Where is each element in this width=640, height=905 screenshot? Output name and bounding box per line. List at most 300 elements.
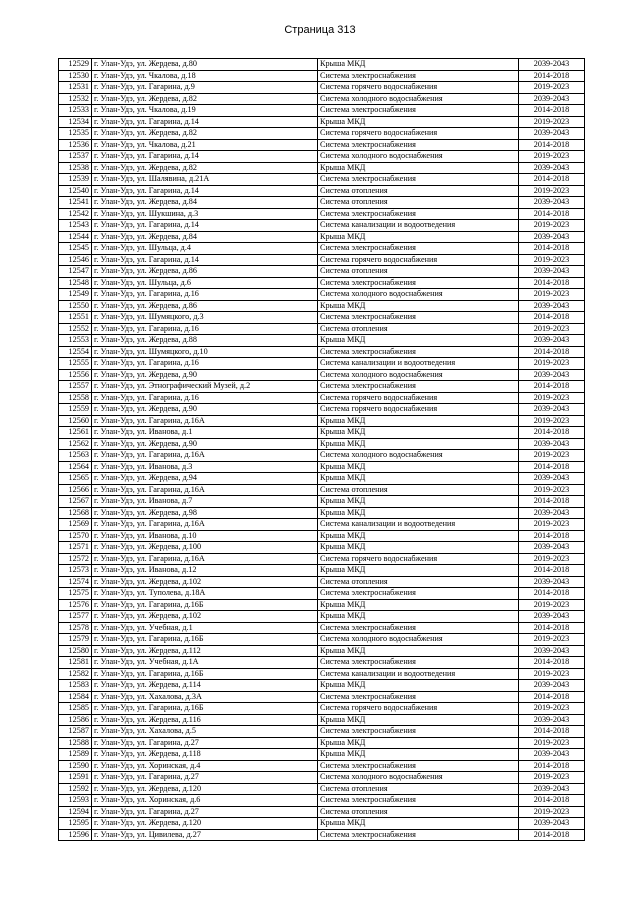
table-row [59, 760, 585, 772]
row-address: г. Улан-Удэ, ул. Иванова, д.12 [92, 565, 318, 577]
row-number: 12593 [59, 795, 92, 807]
registry-table-body [59, 59, 585, 841]
row-number: 12594 [59, 806, 92, 818]
row-number: 12584 [59, 691, 92, 703]
row-number: 12572 [59, 553, 92, 565]
row-work-type: Крыша МКД [318, 59, 519, 71]
row-address: г. Улан-Удэ, ул. Гагарина, д.16 [92, 289, 318, 301]
row-work-type: Крыша МКД [318, 542, 519, 554]
row-period: 2019-2023 [519, 185, 585, 197]
row-work-type: Крыша МКД [318, 162, 519, 174]
row-address: г. Улан-Удэ, ул. Шульца, д.4 [92, 243, 318, 255]
row-period: 2039-2043 [519, 680, 585, 692]
table-row [59, 220, 585, 232]
row-number: 12532 [59, 93, 92, 105]
row-work-type: Система холодного водоснабжения [318, 151, 519, 163]
row-number: 12571 [59, 542, 92, 554]
row-number: 12534 [59, 116, 92, 128]
row-work-type: Крыша МКД [318, 427, 519, 439]
row-period: 2039-2043 [519, 576, 585, 588]
row-period: 2014-2018 [519, 346, 585, 358]
row-work-type: Крыша МКД [318, 473, 519, 485]
table-row [59, 346, 585, 358]
row-address: г. Улан-Удэ, ул. Цивилева, д.27 [92, 829, 318, 841]
row-number: 12540 [59, 185, 92, 197]
row-work-type: Система электроснабжения [318, 243, 519, 255]
row-period: 2014-2018 [519, 70, 585, 82]
row-number: 12579 [59, 634, 92, 646]
row-number: 12555 [59, 358, 92, 370]
row-period: 2014-2018 [519, 243, 585, 255]
row-number: 12546 [59, 254, 92, 266]
row-work-type: Система канализации и водоотведения [318, 220, 519, 232]
row-work-type: Система электроснабжения [318, 381, 519, 393]
row-number: 12562 [59, 438, 92, 450]
row-work-type: Система канализации и водоотведения [318, 668, 519, 680]
table-row [59, 197, 585, 209]
row-period: 2039-2043 [519, 611, 585, 623]
row-number: 12574 [59, 576, 92, 588]
row-work-type: Крыша МКД [318, 645, 519, 657]
row-number: 12581 [59, 657, 92, 669]
row-work-type: Система горячего водоснабжения [318, 82, 519, 94]
table-row [59, 772, 585, 784]
table-row [59, 496, 585, 508]
row-period: 2014-2018 [519, 530, 585, 542]
row-work-type: Система электроснабжения [318, 70, 519, 82]
row-period: 2019-2023 [519, 634, 585, 646]
table-row [59, 369, 585, 381]
table-row [59, 151, 585, 163]
row-address: г. Улан-Удэ, ул. Гагарина, д.16А [92, 484, 318, 496]
row-number: 12535 [59, 128, 92, 140]
row-number: 12586 [59, 714, 92, 726]
row-address: г. Улан-Удэ, ул. Чкалова, д.18 [92, 70, 318, 82]
row-number: 12531 [59, 82, 92, 94]
table-row [59, 277, 585, 289]
row-number: 12573 [59, 565, 92, 577]
row-address: г. Улан-Удэ, ул. Иванова, д.7 [92, 496, 318, 508]
row-work-type: Крыша МКД [318, 737, 519, 749]
row-number: 12576 [59, 599, 92, 611]
row-work-type: Система электроснабжения [318, 346, 519, 358]
table-row [59, 680, 585, 692]
row-period: 2019-2023 [519, 392, 585, 404]
table-row [59, 450, 585, 462]
row-number: 12542 [59, 208, 92, 220]
row-period: 2039-2043 [519, 783, 585, 795]
table-row [59, 116, 585, 128]
row-period: 2039-2043 [519, 404, 585, 416]
row-address: г. Улан-Удэ, ул. Гагарина, д.16 [92, 323, 318, 335]
table-row [59, 553, 585, 565]
row-period: 2019-2023 [519, 289, 585, 301]
row-address: г. Улан-Удэ, ул. Жердева, д.118 [92, 749, 318, 761]
row-work-type: Крыша МКД [318, 818, 519, 830]
row-address: г. Улан-Удэ, ул. Жердева, д.80 [92, 59, 318, 71]
row-number: 12539 [59, 174, 92, 186]
row-work-type: Система холодного водоснабжения [318, 289, 519, 301]
row-work-type: Крыша МКД [318, 749, 519, 761]
table-row [59, 438, 585, 450]
table-row [59, 565, 585, 577]
row-address: г. Улан-Удэ, ул. Гагарина, д.16А [92, 450, 318, 462]
row-address: г. Улан-Удэ, ул. Шумяцкого, д.3 [92, 312, 318, 324]
row-address: г. Улан-Удэ, ул. Жердева, д.102 [92, 576, 318, 588]
row-period: 2039-2043 [519, 749, 585, 761]
row-number: 12552 [59, 323, 92, 335]
row-period: 2019-2023 [519, 220, 585, 232]
row-address: г. Улан-Удэ, ул. Хоринская, д.6 [92, 795, 318, 807]
row-work-type: Система отопления [318, 806, 519, 818]
table-row [59, 703, 585, 715]
row-address: г. Улан-Удэ, ул. Гагарина, д.16А [92, 553, 318, 565]
row-work-type: Система отопления [318, 484, 519, 496]
row-number: 12580 [59, 645, 92, 657]
row-work-type: Крыша МКД [318, 438, 519, 450]
row-period: 2039-2043 [519, 645, 585, 657]
table-row [59, 714, 585, 726]
row-number: 12529 [59, 59, 92, 71]
row-period: 2039-2043 [519, 266, 585, 278]
row-number: 12536 [59, 139, 92, 151]
row-address: г. Улан-Удэ, ул. Жердева, д.112 [92, 645, 318, 657]
row-number: 12556 [59, 369, 92, 381]
row-period: 2019-2023 [519, 599, 585, 611]
table-row [59, 806, 585, 818]
row-work-type: Система электроснабжения [318, 760, 519, 772]
row-address: г. Улан-Удэ, ул. Жердева, д.100 [92, 542, 318, 554]
row-address: г. Улан-Удэ, ул. Жердева, д.84 [92, 231, 318, 243]
row-address: г. Улан-Удэ, ул. Иванова, д.1 [92, 427, 318, 439]
row-number: 12544 [59, 231, 92, 243]
row-work-type: Система отопления [318, 323, 519, 335]
row-period: 2014-2018 [519, 829, 585, 841]
row-period: 2014-2018 [519, 622, 585, 634]
row-work-type: Система электроснабжения [318, 277, 519, 289]
row-period: 2014-2018 [519, 795, 585, 807]
row-work-type: Система горячего водоснабжения [318, 128, 519, 140]
row-address: г. Улан-Удэ, ул. Гагарина, д.16А [92, 519, 318, 531]
table-row [59, 611, 585, 623]
row-number: 12566 [59, 484, 92, 496]
table-row [59, 818, 585, 830]
row-period: 2039-2043 [519, 507, 585, 519]
table-row [59, 174, 585, 186]
row-address: г. Улан-Удэ, ул. Жердева, д.82 [92, 162, 318, 174]
row-work-type: Система отопления [318, 197, 519, 209]
row-work-type: Крыша МКД [318, 231, 519, 243]
row-address: г. Улан-Удэ, ул. Жердева, д.84 [92, 197, 318, 209]
table-row [59, 105, 585, 117]
row-number: 12545 [59, 243, 92, 255]
table-row [59, 657, 585, 669]
row-address: г. Улан-Удэ, ул. Жердева, д.90 [92, 404, 318, 416]
row-work-type: Система горячего водоснабжения [318, 254, 519, 266]
row-period: 2014-2018 [519, 588, 585, 600]
row-address: г. Улан-Удэ, ул. Гагарина, д.14 [92, 151, 318, 163]
row-number: 12558 [59, 392, 92, 404]
row-work-type: Крыша МКД [318, 461, 519, 473]
row-work-type: Крыша МКД [318, 565, 519, 577]
row-work-type: Система электроснабжения [318, 312, 519, 324]
row-period: 2014-2018 [519, 427, 585, 439]
row-work-type: Крыша МКД [318, 415, 519, 427]
row-address: г. Улан-Удэ, ул. Гагарина, д.16Б [92, 599, 318, 611]
row-address: г. Улан-Удэ, ул. Жердева, д.102 [92, 611, 318, 623]
row-address: г. Улан-Удэ, ул. Чкалова, д.19 [92, 105, 318, 117]
row-address: г. Улан-Удэ, ул. Жердева, д.88 [92, 335, 318, 347]
row-number: 12564 [59, 461, 92, 473]
row-address: г. Улан-Удэ, ул. Шукшина, д.3 [92, 208, 318, 220]
row-work-type: Система электроснабжения [318, 726, 519, 738]
row-address: г. Улан-Удэ, ул. Гагарина, д.27 [92, 737, 318, 749]
row-work-type: Система горячего водоснабжения [318, 404, 519, 416]
table-row [59, 59, 585, 71]
row-work-type: Крыша МКД [318, 599, 519, 611]
table-row [59, 634, 585, 646]
row-work-type: Система холодного водоснабжения [318, 369, 519, 381]
row-number: 12561 [59, 427, 92, 439]
row-period: 2039-2043 [519, 335, 585, 347]
row-period: 2014-2018 [519, 760, 585, 772]
row-number: 12595 [59, 818, 92, 830]
row-period: 2039-2043 [519, 59, 585, 71]
row-work-type: Система отопления [318, 185, 519, 197]
row-number: 12548 [59, 277, 92, 289]
row-period: 2039-2043 [519, 128, 585, 140]
table-row [59, 254, 585, 266]
row-work-type: Система электроснабжения [318, 139, 519, 151]
row-work-type: Система электроснабжения [318, 829, 519, 841]
row-number: 12541 [59, 197, 92, 209]
row-work-type: Система электроснабжения [318, 208, 519, 220]
row-period: 2014-2018 [519, 174, 585, 186]
row-address: г. Улан-Удэ, ул. Жердева, д.82 [92, 93, 318, 105]
row-work-type: Система электроснабжения [318, 588, 519, 600]
row-address: г. Улан-Удэ, ул. Жердева, д.86 [92, 300, 318, 312]
table-row [59, 231, 585, 243]
table-row [59, 323, 585, 335]
row-period: 2039-2043 [519, 231, 585, 243]
row-work-type: Крыша МКД [318, 335, 519, 347]
row-period: 2019-2023 [519, 806, 585, 818]
table-row [59, 162, 585, 174]
table-row [59, 576, 585, 588]
row-work-type: Система электроснабжения [318, 174, 519, 186]
row-work-type: Система горячего водоснабжения [318, 392, 519, 404]
row-number: 12591 [59, 772, 92, 784]
table-row [59, 139, 585, 151]
row-number: 12549 [59, 289, 92, 301]
table-row [59, 622, 585, 634]
row-address: г. Улан-Удэ, ул. Жердева, д.114 [92, 680, 318, 692]
table-row [59, 726, 585, 738]
row-number: 12530 [59, 70, 92, 82]
row-period: 2019-2023 [519, 323, 585, 335]
row-address: г. Улан-Удэ, ул. Жердева, д.82 [92, 128, 318, 140]
row-number: 12554 [59, 346, 92, 358]
row-number: 12563 [59, 450, 92, 462]
page-header: Страница 313 [284, 24, 356, 36]
row-work-type: Система электроснабжения [318, 105, 519, 117]
table-row [59, 300, 585, 312]
row-period: 2019-2023 [519, 450, 585, 462]
row-address: г. Улан-Удэ, ул. Гагарина, д.27 [92, 806, 318, 818]
table-row [59, 542, 585, 554]
row-period: 2019-2023 [519, 737, 585, 749]
table-row [59, 128, 585, 140]
row-address: г. Улан-Удэ, ул. Гагарина, д.27 [92, 772, 318, 784]
row-address: г. Улан-Удэ, ул. Гагарина, д.14 [92, 220, 318, 232]
table-row [59, 795, 585, 807]
row-address: г. Улан-Удэ, ул. Жердева, д.90 [92, 438, 318, 450]
row-number: 12557 [59, 381, 92, 393]
row-period: 2014-2018 [519, 277, 585, 289]
row-address: г. Улан-Удэ, ул. Иванова, д.3 [92, 461, 318, 473]
row-work-type: Система канализации и водоотведения [318, 519, 519, 531]
row-address: г. Улан-Удэ, ул. Учебная, д.1А [92, 657, 318, 669]
row-period: 2039-2043 [519, 197, 585, 209]
row-number: 12565 [59, 473, 92, 485]
row-address: г. Улан-Удэ, ул. Гагарина, д.14 [92, 254, 318, 266]
row-address: г. Улан-Удэ, ул. Учебная, д.1 [92, 622, 318, 634]
table-row [59, 599, 585, 611]
row-work-type: Система горячего водоснабжения [318, 703, 519, 715]
table-row [59, 415, 585, 427]
row-address: г. Улан-Удэ, ул. Жердева, д.86 [92, 266, 318, 278]
table-row [59, 668, 585, 680]
row-period: 2019-2023 [519, 668, 585, 680]
row-address: г. Улан-Удэ, ул. Этнографический Музей, д.2 [92, 381, 318, 393]
row-period: 2014-2018 [519, 496, 585, 508]
table-row [59, 289, 585, 301]
row-address: г. Улан-Удэ, ул. Гагарина, д.16Б [92, 703, 318, 715]
row-period: 2014-2018 [519, 312, 585, 324]
row-address: г. Улан-Удэ, ул. Гагарина, д.9 [92, 82, 318, 94]
row-address: г. Улан-Удэ, ул. Гагарина, д.16А [92, 415, 318, 427]
table-row [59, 335, 585, 347]
row-number: 12575 [59, 588, 92, 600]
row-address: г. Улан-Удэ, ул. Гагарина, д.16 [92, 358, 318, 370]
row-number: 12550 [59, 300, 92, 312]
row-address: г. Улан-Удэ, ул. Хахалова, д.5 [92, 726, 318, 738]
table-row [59, 82, 585, 94]
row-period: 2039-2043 [519, 542, 585, 554]
row-period: 2014-2018 [519, 657, 585, 669]
row-period: 2014-2018 [519, 691, 585, 703]
row-period: 2014-2018 [519, 105, 585, 117]
row-period: 2019-2023 [519, 519, 585, 531]
row-work-type: Система отопления [318, 783, 519, 795]
table-row [59, 93, 585, 105]
row-period: 2014-2018 [519, 565, 585, 577]
row-number: 12538 [59, 162, 92, 174]
row-address: г. Улан-Удэ, ул. Хахалова, д.3А [92, 691, 318, 703]
row-number: 12587 [59, 726, 92, 738]
row-number: 12568 [59, 507, 92, 519]
row-address: г. Улан-Удэ, ул. Шульца, д.6 [92, 277, 318, 289]
row-number: 12553 [59, 335, 92, 347]
row-number: 12578 [59, 622, 92, 634]
row-number: 12537 [59, 151, 92, 163]
row-period: 2019-2023 [519, 116, 585, 128]
row-work-type: Крыша МКД [318, 507, 519, 519]
row-number: 12577 [59, 611, 92, 623]
row-address: г. Улан-Удэ, ул. Гагарина, д.14 [92, 116, 318, 128]
table-row [59, 461, 585, 473]
table-row [59, 358, 585, 370]
row-period: 2039-2043 [519, 473, 585, 485]
table-row [59, 266, 585, 278]
row-work-type: Крыша МКД [318, 680, 519, 692]
table-row [59, 404, 585, 416]
row-work-type: Система холодного водоснабжения [318, 93, 519, 105]
row-period: 2039-2043 [519, 369, 585, 381]
table-row [59, 737, 585, 749]
row-address: г. Улан-Удэ, ул. Шумяцкого, д.10 [92, 346, 318, 358]
row-period: 2039-2043 [519, 93, 585, 105]
table-row [59, 691, 585, 703]
row-period: 2014-2018 [519, 461, 585, 473]
row-period: 2039-2043 [519, 300, 585, 312]
row-work-type: Система электроснабжения [318, 657, 519, 669]
row-number: 12588 [59, 737, 92, 749]
row-period: 2019-2023 [519, 553, 585, 565]
row-number: 12585 [59, 703, 92, 715]
row-number: 12560 [59, 415, 92, 427]
row-work-type: Система электроснабжения [318, 622, 519, 634]
row-period: 2019-2023 [519, 703, 585, 715]
table-row [59, 783, 585, 795]
row-period: 2019-2023 [519, 151, 585, 163]
row-address: г. Улан-Удэ, ул. Гагарина, д.16Б [92, 634, 318, 646]
row-period: 2014-2018 [519, 726, 585, 738]
row-address: г. Улан-Удэ, ул. Шалявина, д.21А [92, 174, 318, 186]
row-number: 12589 [59, 749, 92, 761]
row-address: г. Улан-Удэ, ул. Гагарина, д.14 [92, 185, 318, 197]
row-period: 2019-2023 [519, 82, 585, 94]
table-row [59, 392, 585, 404]
table-row [59, 208, 585, 220]
row-period: 2019-2023 [519, 358, 585, 370]
table-row [59, 645, 585, 657]
row-number: 12592 [59, 783, 92, 795]
row-address: г. Улан-Удэ, ул. Жердева, д.90 [92, 369, 318, 381]
row-work-type: Система горячего водоснабжения [318, 553, 519, 565]
table-row [59, 749, 585, 761]
table-row [59, 473, 585, 485]
row-period: 2019-2023 [519, 772, 585, 784]
row-work-type: Система холодного водоснабжения [318, 634, 519, 646]
row-number: 12596 [59, 829, 92, 841]
row-address: г. Улан-Удэ, ул. Иванова, д.10 [92, 530, 318, 542]
row-work-type: Система холодного водоснабжения [318, 772, 519, 784]
row-work-type: Система отопления [318, 266, 519, 278]
table-row [59, 530, 585, 542]
table-row [59, 70, 585, 82]
table-row [59, 829, 585, 841]
row-period: 2019-2023 [519, 254, 585, 266]
row-number: 12533 [59, 105, 92, 117]
row-work-type: Крыша МКД [318, 116, 519, 128]
row-number: 12569 [59, 519, 92, 531]
table-row [59, 507, 585, 519]
registry-table [58, 58, 585, 841]
row-work-type: Крыша МКД [318, 300, 519, 312]
row-work-type: Крыша МКД [318, 714, 519, 726]
row-period: 2014-2018 [519, 381, 585, 393]
